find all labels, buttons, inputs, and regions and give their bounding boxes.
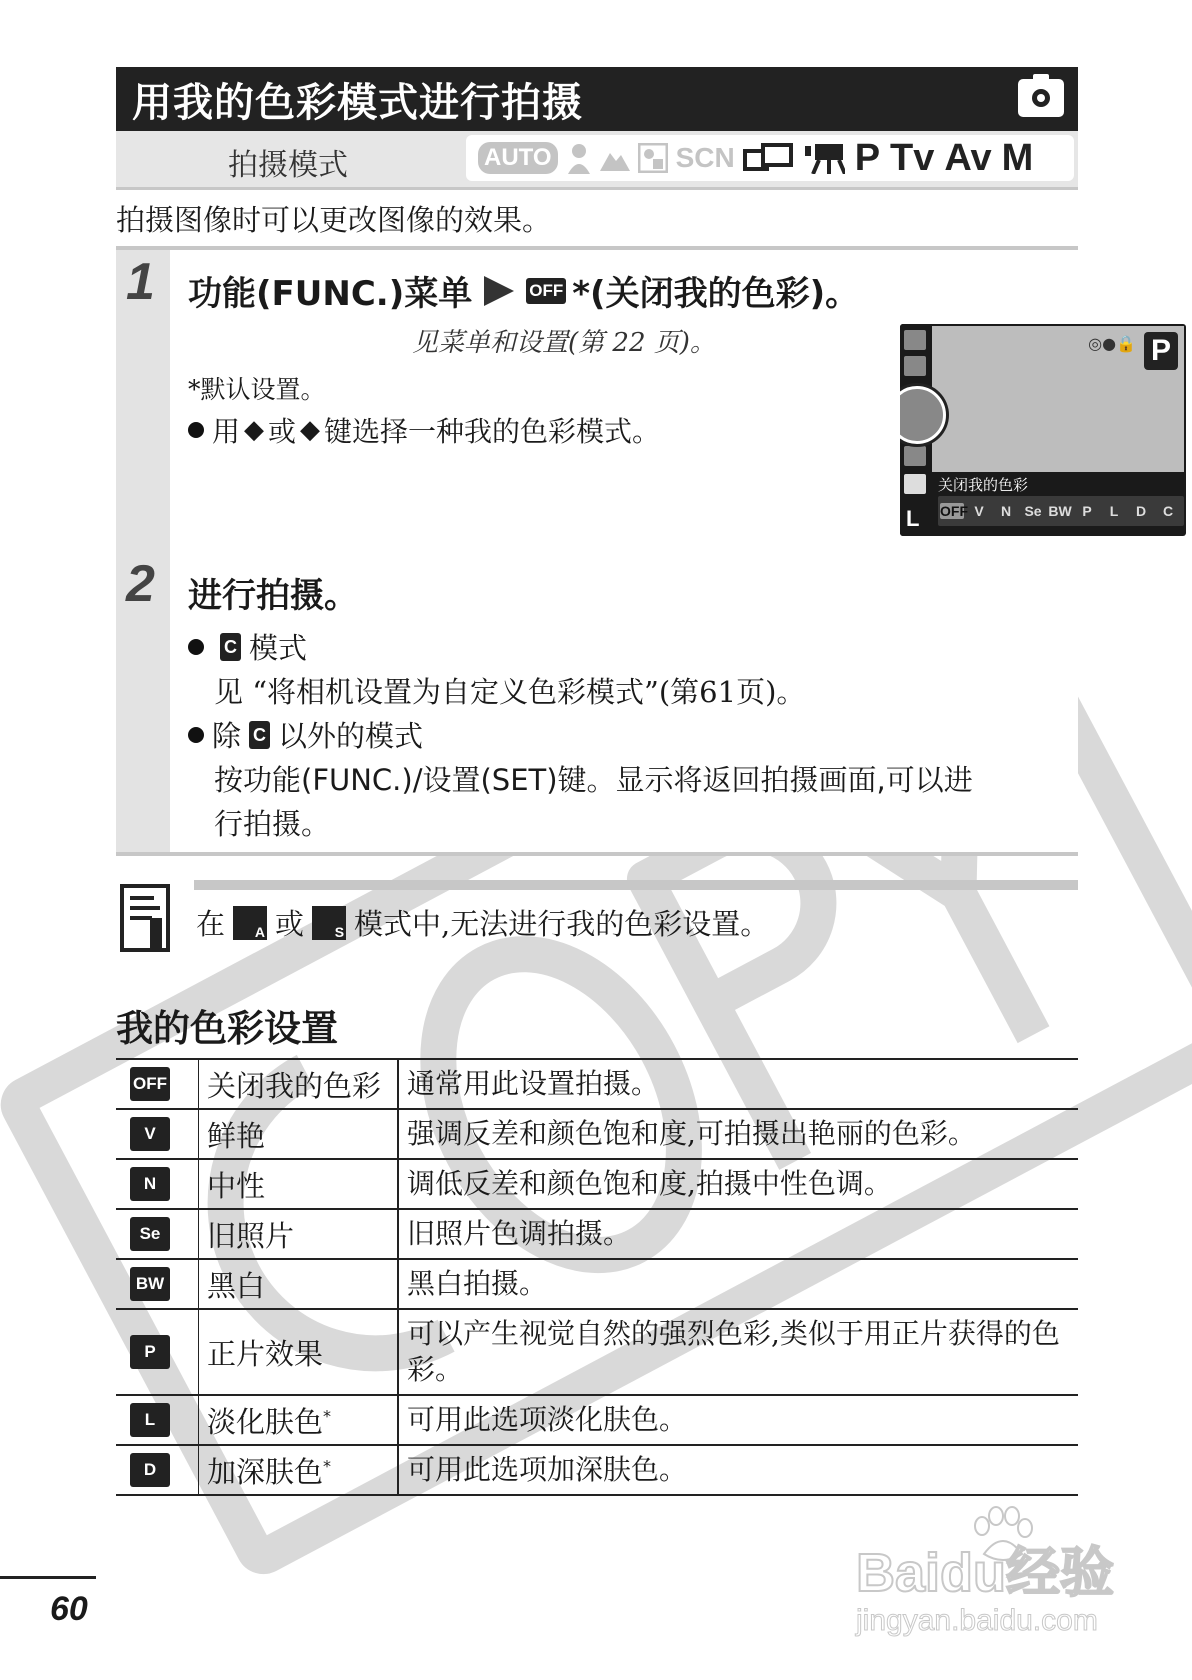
bullet-icon bbox=[188, 422, 204, 438]
note-divider bbox=[194, 880, 1078, 890]
strip-item-darker: D bbox=[1135, 503, 1147, 519]
step-number-column bbox=[116, 250, 170, 556]
title-bar bbox=[116, 67, 1078, 131]
footnote-mark: * bbox=[323, 1455, 332, 1475]
strip-item-lighter: L bbox=[1109, 503, 1119, 519]
cell-mode-name bbox=[199, 1209, 399, 1259]
left-arrow-icon: ◆ bbox=[244, 415, 265, 445]
scn-mode-icon: SCN bbox=[675, 142, 735, 173]
camera-lcd-screenshot bbox=[900, 324, 1186, 536]
cell-description: 可以产生视觉自然的强烈色彩,类似于用正片获得的色彩。 bbox=[407, 1317, 1060, 1386]
step-2 bbox=[116, 552, 1078, 856]
white-balance-icon bbox=[904, 356, 926, 376]
baidu-logo: Baidu经验 bbox=[856, 1543, 1115, 1603]
strip-item-positive: P bbox=[1082, 503, 1092, 519]
cell-mode-name bbox=[199, 1445, 399, 1495]
mode-name: 中性 bbox=[207, 1168, 266, 1203]
bullet-custom-mode: C 模式 bbox=[188, 626, 307, 667]
cell-description: 可用此选项加深肤色。 bbox=[407, 1453, 688, 1486]
bullet-icon bbox=[188, 727, 204, 743]
cell-icon bbox=[116, 1109, 199, 1159]
custom-mode-reference: 见 “将相机设置为自定义色彩模式”(第61页)。 bbox=[214, 675, 806, 709]
my-colors-mode-icon: OFF bbox=[130, 1067, 170, 1101]
page-title: 用我的色彩模式进行拍摄 bbox=[132, 79, 583, 126]
cell-icon bbox=[116, 1159, 199, 1209]
lcd-my-colors-strip bbox=[938, 496, 1184, 526]
table-row bbox=[116, 1059, 1078, 1109]
step-number: 1 bbox=[126, 253, 155, 311]
av-mode-icon: Av bbox=[944, 136, 992, 179]
auto-mode-icon: AUTO bbox=[478, 142, 558, 174]
resolution-indicator: L bbox=[906, 506, 920, 531]
manual-mode-icon: M bbox=[1001, 136, 1034, 179]
table-row bbox=[116, 1309, 1078, 1395]
metering-icon bbox=[904, 446, 926, 466]
table-row bbox=[116, 1159, 1078, 1209]
my-colors-mode-icon: P bbox=[130, 1335, 170, 1369]
cell-icon bbox=[116, 1445, 199, 1495]
other-modes-detail-line-2: 行拍摄。 bbox=[214, 807, 331, 841]
cell-description: 黑白拍摄。 bbox=[407, 1267, 548, 1300]
default-setting-note: *默认设置。 bbox=[188, 375, 326, 404]
cell-mode-name bbox=[199, 1395, 399, 1445]
section-title: 我的色彩设置 bbox=[116, 1007, 338, 1050]
my-colors-mode-icon: L bbox=[130, 1403, 170, 1437]
strip-item-custom: C bbox=[1162, 503, 1174, 519]
step-heading: 进行拍摄。 bbox=[188, 576, 358, 616]
night-scene-mode-icon bbox=[638, 143, 668, 173]
page-number: 60 bbox=[50, 1590, 88, 1628]
mode-name: 旧照片 bbox=[207, 1218, 295, 1253]
mode-name: 鲜艳 bbox=[207, 1118, 266, 1153]
status-icons: ◎●🔒 bbox=[1088, 334, 1136, 353]
movie-mode-icon bbox=[803, 142, 845, 174]
exposure-icon bbox=[904, 330, 926, 350]
my-colors-mode-icon: D bbox=[130, 1453, 170, 1487]
step-heading bbox=[188, 266, 859, 315]
other-modes-detail-line-1: 按功能(FUNC.)/设置(SET)键。显示将返回拍摄画面,可以进 bbox=[214, 763, 973, 797]
cell-description: 通常用此设置拍摄。 bbox=[407, 1067, 660, 1100]
strip-item-vivid: V bbox=[974, 503, 984, 519]
strip-item-off: OFF bbox=[940, 503, 968, 519]
arrow-right-icon bbox=[484, 276, 514, 306]
lcd-mode-indicator: P bbox=[1144, 332, 1178, 370]
strip-item-neutral: N bbox=[1000, 503, 1012, 519]
right-arrow-icon: ◆ bbox=[300, 415, 321, 445]
cell-mode-name bbox=[199, 1059, 399, 1109]
step-number: 2 bbox=[126, 555, 155, 613]
mode-icon-strip bbox=[466, 135, 1074, 181]
shooting-mode-label: 拍摄模式 bbox=[228, 148, 348, 183]
table-row bbox=[116, 1445, 1078, 1495]
cell-icon bbox=[116, 1395, 199, 1445]
mode-name: 加深肤色 bbox=[207, 1454, 324, 1489]
cell-description: 调低反差和颜色饱和度,拍摄中性色调。 bbox=[407, 1167, 892, 1200]
mode-name: 关闭我的色彩 bbox=[207, 1068, 382, 1103]
shooting-mode-bar bbox=[116, 131, 1078, 190]
table-row bbox=[116, 1259, 1078, 1309]
cell-description: 旧照片色调拍摄。 bbox=[407, 1217, 632, 1250]
table-row bbox=[116, 1395, 1078, 1445]
table-row bbox=[116, 1109, 1078, 1159]
heading-suffix: *(关闭我的色彩)。 bbox=[572, 274, 860, 314]
func-menu-label: 功能(FUNC.)菜单 bbox=[188, 274, 473, 314]
cell-mode-name bbox=[199, 1309, 399, 1395]
footnote-mark: * bbox=[323, 1405, 332, 1425]
cell-mode-name bbox=[199, 1259, 399, 1309]
step-number-column bbox=[116, 552, 170, 852]
my-colors-table bbox=[116, 1058, 1078, 1496]
cell-description: 强调反差和颜色饱和度,可拍摄出艳丽的色彩。 bbox=[407, 1117, 976, 1150]
stitch-assist-mode-icon bbox=[743, 143, 795, 173]
lcd-menu-title: 关闭我的色彩 bbox=[938, 476, 1029, 494]
bullet-icon bbox=[188, 639, 204, 655]
mode-name: 正片效果 bbox=[207, 1336, 324, 1371]
portrait-mode-icon bbox=[566, 142, 592, 174]
mode-name: 淡化肤色 bbox=[207, 1404, 324, 1439]
note-text: 在 A 或 S 模式中,无法进行我的色彩设置。 bbox=[196, 907, 770, 941]
bullet-select-mode: 用 ◆ 或 ◆ 键选择一种我的色彩模式。 bbox=[188, 410, 660, 450]
camera-icon bbox=[1018, 79, 1064, 117]
intro-text: 拍摄图像时可以更改图像的效果。 bbox=[116, 203, 552, 237]
custom-color-icon: C bbox=[220, 633, 241, 661]
tv-mode-icon: Tv bbox=[890, 136, 935, 179]
cell-icon bbox=[116, 1209, 199, 1259]
cell-mode-name bbox=[199, 1159, 399, 1209]
compression-icon bbox=[904, 474, 926, 494]
cell-mode-name bbox=[199, 1109, 399, 1159]
cell-description: 可用此选项淡化肤色。 bbox=[407, 1403, 688, 1436]
strip-item-sepia: Se bbox=[1024, 503, 1042, 519]
cell-icon bbox=[116, 1309, 199, 1395]
my-colors-mode-icon: BW bbox=[130, 1267, 170, 1301]
bullet-other-modes: 除 C 以外的模式 bbox=[188, 714, 423, 755]
stitch-assist-a-icon: A bbox=[233, 906, 267, 940]
strip-item-bw: BW bbox=[1048, 503, 1072, 519]
my-colors-off-icon: OFF bbox=[526, 278, 566, 304]
step-1 bbox=[116, 246, 1174, 560]
lcd-viewfinder bbox=[932, 326, 1184, 472]
my-colors-mode-icon: N bbox=[130, 1167, 170, 1201]
custom-color-icon: C bbox=[249, 721, 270, 749]
my-colors-mode-icon: V bbox=[130, 1117, 170, 1151]
footer-rule bbox=[0, 1576, 96, 1579]
program-mode-icon: P bbox=[854, 136, 881, 179]
cell-icon bbox=[116, 1259, 199, 1309]
page-reference: 见菜单和设置(第 22 页)。 bbox=[412, 328, 716, 358]
stitch-assist-s-icon: S bbox=[312, 906, 346, 940]
landscape-mode-icon bbox=[600, 145, 630, 171]
table-row bbox=[116, 1209, 1078, 1259]
mode-name: 黑白 bbox=[207, 1268, 266, 1303]
my-colors-mode-icon: Se bbox=[130, 1217, 170, 1251]
baidu-url: jingyan.baidu.com bbox=[856, 1604, 1098, 1637]
memo-note-icon bbox=[120, 884, 170, 952]
cell-icon bbox=[116, 1059, 199, 1109]
